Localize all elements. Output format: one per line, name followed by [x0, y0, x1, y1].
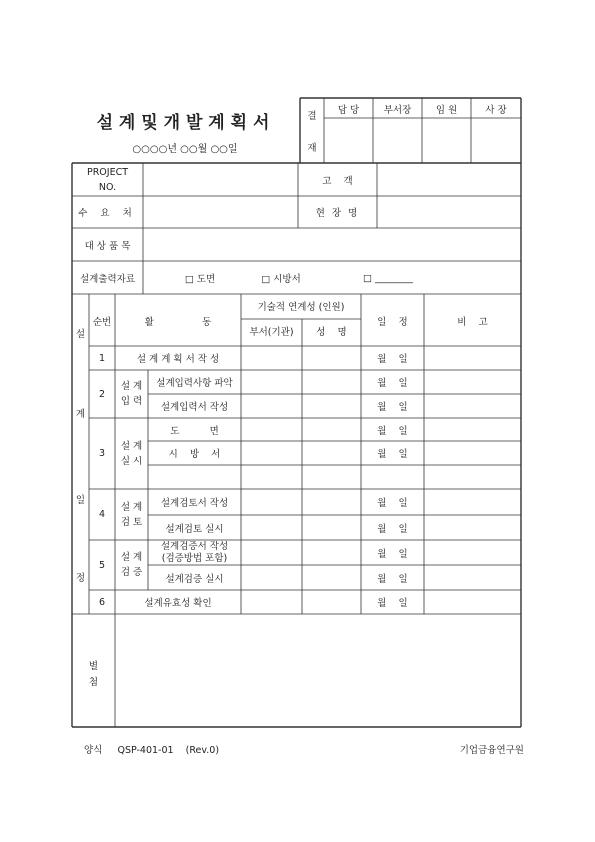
footer-form-code: QSP-401-01 — [117, 745, 174, 756]
head-activity: 활 동 — [144, 317, 212, 328]
schedule-cell: 월 일 — [377, 498, 408, 509]
schedule-cell: 월 일 — [377, 425, 408, 437]
checkbox-spec[interactable]: □ 시방서 — [261, 274, 301, 285]
activity-review-execution: 설계검토 실시 — [165, 523, 224, 535]
footer-form-label: 양식 — [84, 745, 103, 756]
activity-validation: 설계유효성 확인 — [144, 598, 212, 609]
activity-verification-writing-main: 설계검증서 작성 — [160, 541, 229, 552]
target-field[interactable] — [143, 228, 521, 261]
project-no-field[interactable] — [143, 163, 298, 196]
activity-input-writing: 설계입력서 작성 — [160, 402, 229, 413]
page-title: 설 계 및 개 발 계 획 서 — [96, 112, 270, 133]
site-field[interactable] — [377, 196, 521, 228]
head-remark: 비 고 — [457, 317, 488, 328]
client-label: 고 객 — [322, 175, 353, 187]
approval-col-dept-head: 부서장 — [383, 104, 412, 116]
schedule-cell: 월 일 — [377, 598, 408, 609]
client-field[interactable] — [377, 163, 521, 196]
attachment-label-1: 별 — [88, 661, 99, 672]
activity-drawing: 도 면 — [170, 425, 219, 437]
activity-input-grasp: 설계입력사항 파악 — [156, 378, 233, 389]
head-no: 순번 — [92, 317, 112, 328]
customer-label: 수 요 처 — [78, 208, 137, 219]
attachment-area[interactable] — [115, 614, 521, 727]
project-label-2: NO. — [98, 182, 117, 193]
group-design-input: 설 계 입 력 — [120, 381, 143, 407]
schedule-cell: 월 일 — [377, 523, 408, 535]
row-number: 2 — [98, 388, 106, 400]
approval-label-top: 결 — [307, 111, 317, 122]
project-label-1: PROJECT — [86, 167, 129, 178]
head-dept: 부서(기관) — [249, 327, 294, 338]
schedule-cell: 월 일 — [377, 378, 408, 389]
head-schedule: 일 정 — [377, 317, 408, 328]
approval-col-staff: 담 당 — [337, 104, 360, 116]
head-tech: 기술적 연계성 (인원) — [257, 302, 345, 313]
row-number: 1 — [98, 352, 106, 364]
footer-organization: 기업금융연구원 — [459, 745, 524, 756]
checkbox-other[interactable]: □ ________ — [363, 272, 413, 284]
approval-col-president: 사 장 — [485, 104, 507, 116]
approval-label-bottom: 재 — [307, 143, 317, 154]
row-number: 5 — [98, 559, 106, 571]
footer-revision: (Rev.0) — [185, 745, 220, 756]
schedule-cell: 월 일 — [377, 548, 408, 560]
target-label: 대 상 품 목 — [84, 240, 131, 252]
schedule-cell: 월 일 — [377, 402, 408, 413]
checkbox-drawing[interactable]: □ 도면 — [184, 274, 216, 285]
row-number: 3 — [98, 448, 106, 459]
activity-review-writing: 설계검토서 작성 — [160, 498, 229, 509]
activity-verification-writing-sub: (검증방법 포함) — [161, 553, 228, 564]
approval-col-executive: 임 원 — [435, 104, 458, 116]
plan-side-label-1: 설 — [75, 329, 86, 340]
attachment-label-2: 첨 — [88, 677, 99, 688]
schedule-cell: 월 일 — [377, 354, 408, 365]
site-label: 현 장 명 — [315, 208, 360, 219]
schedule-cell: 월 일 — [377, 449, 408, 460]
row-number: 4 — [98, 509, 106, 520]
group-design-execution: 설 계 실 시 — [120, 440, 143, 467]
activity-verification-writing — [148, 541, 241, 564]
output-label: 설계출력자료 — [79, 273, 136, 285]
row-number: 6 — [98, 596, 106, 608]
plan-side-label-2: 계 — [75, 409, 86, 420]
date-line: ○○○○년 ○○월 ○○일 — [132, 143, 238, 155]
schedule-cell: 월 일 — [377, 573, 408, 585]
activity-verification-execution: 설계검증 실시 — [165, 573, 224, 585]
group-design-verification: 설 계 검 증 — [120, 552, 143, 578]
plan-side-label-4: 정 — [75, 573, 86, 584]
head-name: 성 명 — [316, 327, 347, 338]
plan-side-label-3: 일 — [75, 495, 86, 506]
group-design-review: 설 계 검 토 — [120, 501, 143, 528]
activity-specification: 시 방 서 — [168, 449, 221, 460]
activity-plan-writing: 설 계 계 획 서 작 성 — [136, 354, 220, 365]
customer-field[interactable] — [143, 196, 298, 228]
footer-form-info — [84, 742, 219, 756]
